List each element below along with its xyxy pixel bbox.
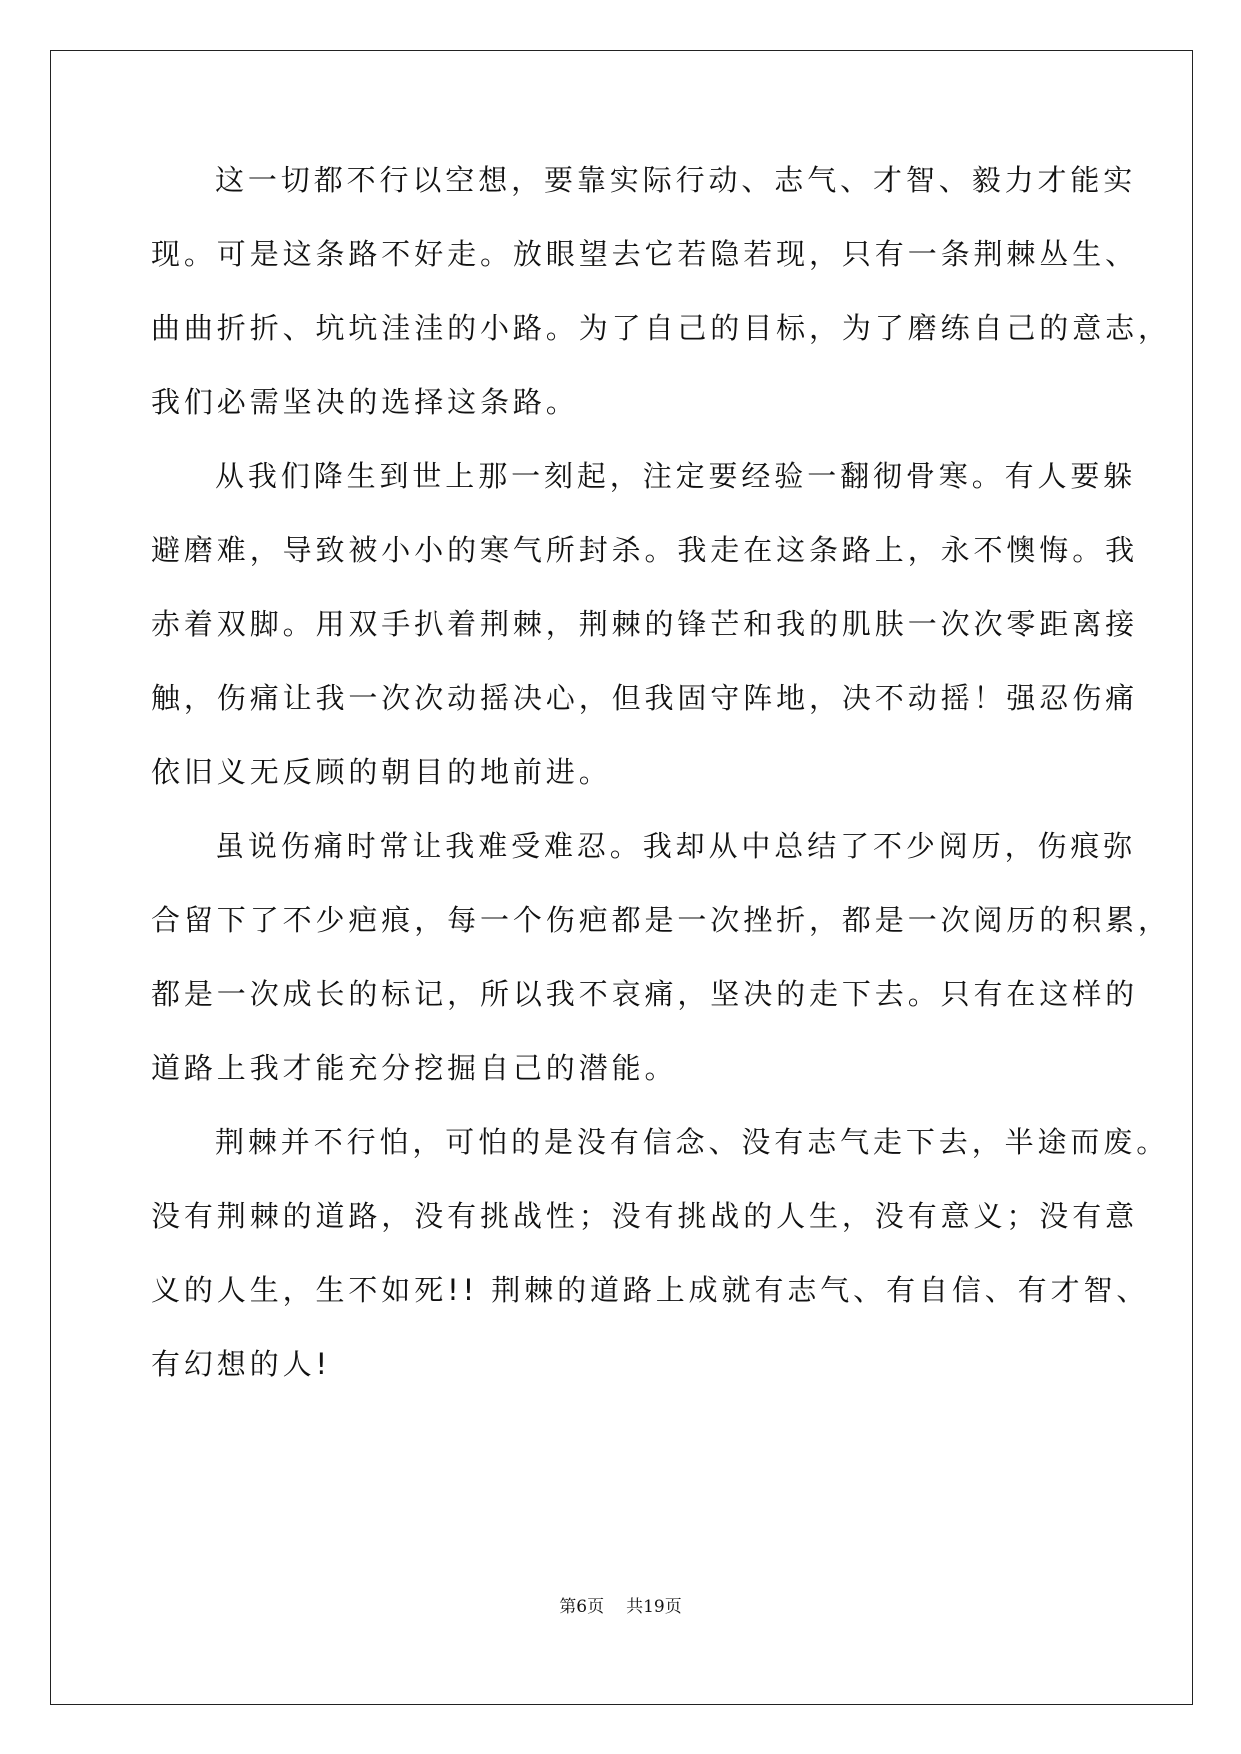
paragraph-4-line-3: 义的人生，生不如死!! 荆棘的道路上成就有志气、有自信、有才智、 <box>151 1273 1150 1307</box>
paragraph-4-line-4: 有幻想的人! <box>151 1347 332 1381</box>
paragraph-3-line-2: 合留下了不少疤痕，每一个伤疤都是一次挫折，都是一次阅历的积累， <box>151 903 1171 937</box>
page-border <box>50 50 1193 1705</box>
paragraph-1-line-3: 曲曲折折、坑坑洼洼的小路。为了自己的目标，为了磨练自己的意志， <box>151 311 1171 345</box>
paragraph-1-line-1: 这一切都不行以空想，要靠实际行动、志气、才智、毅力才能实 <box>215 163 1137 197</box>
paragraph-2-line-5: 依旧义无反顾的朝目的地前进。 <box>151 755 612 789</box>
paragraph-1-line-4: 我们必需坚决的选择这条路。 <box>151 385 579 419</box>
paragraph-3-line-1: 虽说伤痛时常让我难受难忍。我却从中总结了不少阅历，伤痕弥 <box>215 829 1137 863</box>
paragraph-2-line-3: 赤着双脚。用双手扒着荆棘，荆棘的锋芒和我的肌肤一次次零距离接 <box>151 607 1139 641</box>
paragraph-2-line-4: 触，伤痛让我一次次动摇决心，但我固守阵地，决不动摇！强忍伤痛 <box>151 681 1139 715</box>
paragraph-1-line-2: 现。可是这条路不好走。放眼望去它若隐若现，只有一条荆棘丛生、 <box>151 237 1139 271</box>
paragraph-3-line-4: 道路上我才能充分挖掘自己的潜能。 <box>151 1051 678 1085</box>
paragraph-4-line-2: 没有荆棘的道路，没有挑战性；没有挑战的人生，没有意义；没有意 <box>151 1199 1139 1233</box>
paragraph-2-line-1: 从我们降生到世上那一刻起，注定要经验一翻彻骨寒。有人要躲 <box>215 459 1137 493</box>
paragraph-3-line-3: 都是一次成长的标记，所以我不哀痛，坚决的走下去。只有在这样的 <box>151 977 1139 1011</box>
paragraph-2-line-2: 避磨难，导致被小小的寒气所封杀。我走在这条路上，永不懊悔。我 <box>151 533 1139 567</box>
page-total: 共19页 <box>626 1597 682 1617</box>
page-footer <box>0 1596 1241 1618</box>
page-number: 第6页 <box>559 1597 605 1617</box>
paragraph-4-line-1: 荆棘并不行怕，可怕的是没有信念、没有志气走下去，半途而废。 <box>215 1125 1170 1159</box>
